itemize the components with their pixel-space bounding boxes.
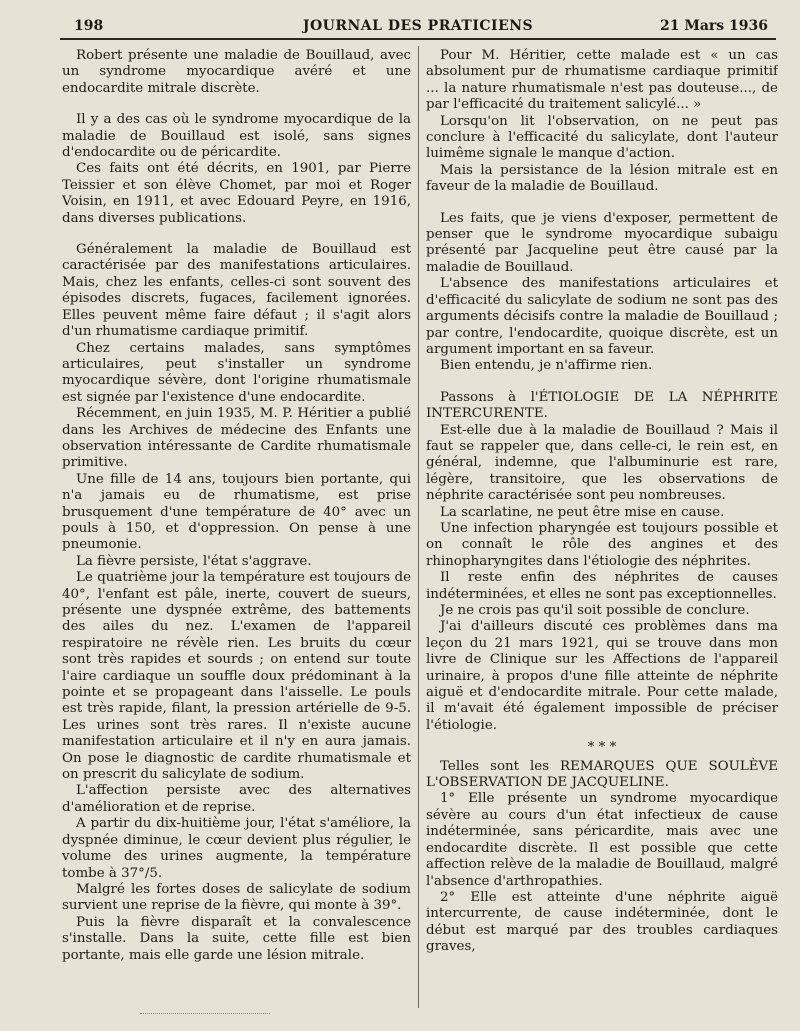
paragraph: Passons à l'ÉTIOLOGIE DE LA NÉPHRITE INTERCURENTE.: [426, 389, 778, 422]
paragraph: Chez certains malades, sans symptômes articulaires, peut s'installer un syndrome myocardique sévère, dont l'origine rhumatismale est signée par l'existence d'une endocardite.: [62, 340, 411, 405]
journal-title: JOURNAL DES PRATICIENS: [302, 18, 534, 34]
paragraph: Puis la fièvre disparaît et la convalescence s'installe. Dans la suite, cette fille est bien portante, mais elle garde une lésion mitrale.: [62, 914, 411, 963]
paragraph: L'absence des manifestations articulaires et d'efficacité du salicylate de sodium ne sont pas des arguments décisifs contre la maladie de Bouillaud ; par contre, l'endocardite, quoique discrète, est un argument important en sa faveur.: [426, 276, 778, 357]
paragraph: La fièvre persiste, l'état s'aggrave.: [76, 553, 312, 569]
paragraph: Telles sont les REMARQUES QUE SOULÈVE L'OBSERVATION DE JACQUELINE.: [426, 758, 778, 791]
paragraph: J'ai d'ailleurs discuté ces problèmes dans ma leçon du 21 mars 1921, qui se trouve dans mon livre de Clinique sur les Affections de l'appareil urinaire, à propos d'une fille atteinte de néphrite aiguë et d'endocardite mitrale. Pour cette malade, il m'avait été également impossible de préciser l'étiologie.: [426, 619, 778, 733]
paragraph: Je ne crois pas qu'il soit possible de conclure.: [440, 603, 750, 618]
paragraph: Le quatrième jour la température est toujours de 40°, l'enfant est pâle, inerte, couvert de sueurs, présente une dyspnée extrême, des battements des ailes du nez. L'examen de l'appareil respiratoire ne révèle rien. Les bruits du cœur sont très rapides et sourds ; on entend sur toute l'aire cardiaque un souffle doux prédominant à la pointe et se propageant dans l'aisselle. Le pouls est très rapide, filant, la pression artérielle de 9-5. Les urines sont très rares. Il n'existe aucune manifestation articulaire et il n'y en aura jamais. On pose le diagnostic de cardite rhumatismale et on prescrit du salicylate de sodium.: [62, 570, 411, 783]
paragraph-gap: [62, 227, 411, 242]
right-column: [426, 48, 778, 1023]
paragraph: Généralement la maladie de Bouillaud est caractérisée par des manifestations articulaires. Mais, chez les enfants, celles-ci sont souvent des épisodes discrets, fugaces, facilement ignorées. Elles peuvent même faire défaut ; il s'agit alors d'un rhumatisme cardiaque primitif.: [62, 242, 411, 340]
paragraph: Pour M. Héritier, cette malade est « un cas absolument pur de rhumatisme cardiaque primitif ... la nature rhumatismale n'est pas douteuse..., de par l'efficacité du traitement salicylé... »: [426, 48, 778, 113]
paragraph: Malgré les fortes doses de salicylate de sodium survient une reprise de la fièvre, qui monte à 39°.: [62, 881, 411, 914]
paragraph: Mais la persistance de la lésion mitrale est en faveur de la maladie de Bouillaud.: [426, 162, 778, 195]
issue-date: 21 Mars 1936: [659, 18, 768, 34]
paragraph: Les faits, que je viens d'exposer, permettent de penser que le syndrome myocardique subaigu présenté par Jacqueline peut être causé par la maladie de Bouillaud.: [426, 210, 778, 275]
paragraph: Bien entendu, je n'affirme rien.: [440, 358, 653, 374]
page-header: [60, 14, 776, 40]
paragraph: Une infection pharyngée est toujours possible et on connaît le rôle des angines et des rhinopharyngites dans l'étiologie des néphrites.: [426, 520, 778, 569]
paragraph: La scarlatine, ne peut être mise en cause.: [440, 504, 725, 520]
paragraph: Lorsqu'on lit l'observation, on ne peut pas conclure à l'efficacité du salicylate, dont l'auteur luimême signale le manque d'action.: [426, 113, 778, 162]
footer-smudge: [140, 1013, 270, 1018]
paragraph: Robert présente une maladie de Bouillaud, avec un syndrome myocardique avéré et une endocardite mitrale discrète.: [62, 48, 411, 96]
paragraph: A partir du dix-huitième jour, l'état s'améliore, la dyspnée diminue, le cœur devient plus régulier, le volume des urines augmente, la température tombe à 37°/5.: [62, 816, 411, 881]
paragraph: L'affection persiste avec des alternatives d'amélioration et de reprise.: [62, 783, 411, 815]
paragraph: Il y a des cas où le syndrome myocardique de la maladie de Bouillaud est isolé, sans signes d'endocardite ou de péricardite.: [62, 112, 411, 161]
left-column: [62, 48, 411, 1023]
paragraph: 2° Elle est atteinte d'une néphrite aiguë intercurrente, de cause indéterminée, dont le début est marqué par des troubles cardiaques graves,: [426, 889, 778, 955]
paragraph: Une fille de 14 ans, toujours bien portante, qui n'a jamais eu de rhumatisme, est prise brusquement d'une température de 40° avec un pouls à 150, et d'oppression. On pense à une pneumonie.: [62, 471, 411, 553]
paragraph: Récemment, en juin 1935, M. P. Héritier a publié dans les Archives de médecine des Enfants une observation intéressante de Cardite rhumatismale primitive.: [62, 406, 411, 471]
paragraph: Il reste enfin des néphrites de causes indéterminées, et elles ne sont pas exceptionnelles.: [426, 570, 778, 602]
paragraph-gap: [426, 375, 778, 390]
page-number: 198: [74, 18, 104, 34]
paragraph: Est-elle due à la maladie de Bouillaud ? Mais il faut se rappeler que, dans celle-ci, le rein est, en général, indemne, que l'albuminurie est rare, légère, transitoire, que les observations de néphrite caractérisée sont peu nombreuses.: [426, 422, 778, 504]
paragraph-gap: [426, 196, 778, 211]
paragraph-gap: [62, 97, 411, 112]
section-stars: * * *: [587, 740, 617, 756]
paragraph: Ces faits ont été décrits, en 1901, par Pierre Teissier et son élève Chomet, par moi et Roger Voisin, en 1911, et avec Edouard Peyre, en 1916, dans diverses publications.: [62, 161, 411, 226]
paragraph: 1° Elle présente un syndrome myocardique sévère au cours d'un état infectieux de cause indéterminée, sans péricardite, mais avec une endocardite discrète. Il est possible que cette affection relève de la maladie de Bouillaud, malgré l'absence d'arthropathies.: [426, 791, 778, 889]
column-divider: [418, 46, 419, 1008]
